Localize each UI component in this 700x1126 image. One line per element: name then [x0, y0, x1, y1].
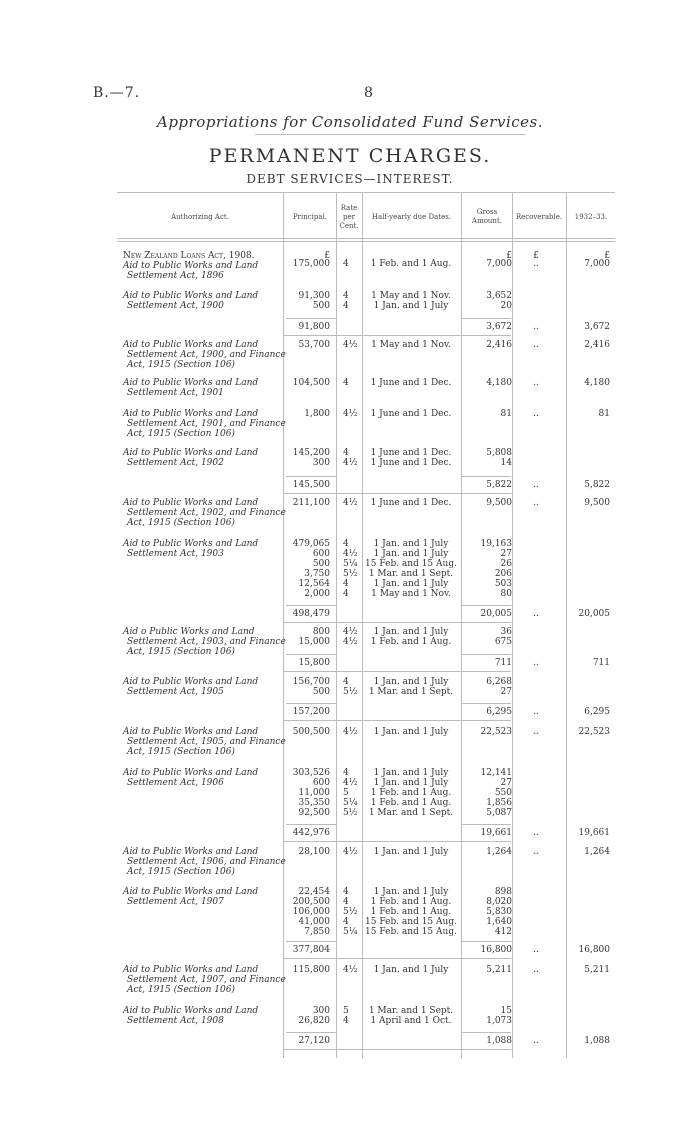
gross-amount-cell: 5,830 — [486, 907, 512, 917]
column-divider — [362, 192, 363, 1058]
principal-cell: 12,564 — [298, 579, 330, 589]
rate-cell: 4½ — [343, 549, 358, 559]
recoverable-cell: .. — [533, 1036, 539, 1046]
year-total-cell: 19,661 — [578, 828, 610, 838]
principal-cell: 106,000 — [292, 907, 330, 917]
recoverable-cell: .. — [533, 727, 539, 737]
due-dates-cell: 1 Jan. and 1 July — [373, 579, 449, 589]
year-total-cell: 5,822 — [584, 480, 610, 490]
column-divider — [461, 192, 462, 1058]
due-dates-cell: 1 Feb. and 1 Aug. — [370, 897, 452, 907]
gross-amount-cell: 9,500 — [486, 498, 512, 508]
gross-amount-cell: 550 — [494, 788, 512, 798]
gross-amount-cell: 1,073 — [486, 1016, 512, 1026]
rate-cell: 4 — [343, 448, 349, 458]
authorizing-act: Aid to Public Works and Land Settlement Act, 1900 — [123, 291, 259, 311]
authorizing-act: Aid o Public Works and Land Settlement Act, 1903, and Finance Act, 1915 (Section 106) — [123, 627, 286, 657]
principal-cell: 600 — [312, 549, 330, 559]
currency-symbol: £ — [533, 251, 539, 261]
gross-amount-cell: 1,264 — [486, 847, 512, 857]
principal-cell: 22,454 — [298, 887, 330, 897]
subtotal-rule — [461, 318, 511, 319]
subtotal-underline — [283, 1049, 511, 1050]
subtotal-rule — [461, 476, 511, 477]
rate-cell: 4½ — [343, 847, 358, 857]
rate-cell: 4½ — [343, 409, 358, 419]
principal-cell: 145,200 — [292, 448, 330, 458]
gross-amount-cell: 5,808 — [486, 448, 512, 458]
table-header-rule — [117, 238, 615, 239]
year-total-cell: 1,264 — [584, 847, 610, 857]
currency-symbol: £ — [506, 251, 512, 261]
rate-cell: 4 — [343, 259, 349, 269]
gross-total: 16,800 — [480, 945, 512, 955]
principal-total: 145,500 — [292, 480, 330, 490]
gross-amount-cell: 675 — [494, 637, 512, 647]
year-total-cell: 5,211 — [584, 965, 610, 975]
rate-cell: 4½ — [343, 965, 358, 975]
due-dates-cell: 1 June and 1 Dec. — [370, 378, 452, 388]
rate-cell: 4½ — [343, 458, 358, 468]
gross-amount-cell: 4,180 — [486, 378, 512, 388]
due-dates-cell: 1 Jan. and 1 July — [373, 965, 449, 975]
principal-cell: 211,100 — [292, 498, 330, 508]
rate-cell: 4½ — [343, 498, 358, 508]
due-dates-cell: 15 Feb. and 15 Aug. — [365, 917, 457, 927]
col-header-rate: Rate per Cent. — [339, 203, 359, 230]
principal-cell: 53,700 — [298, 340, 330, 350]
due-dates-cell: 1 Jan. and 1 July — [373, 887, 449, 897]
due-dates-cell: 1 Mar. and 1 Sept. — [368, 808, 454, 818]
due-dates-cell: 1 June and 1 Dec. — [370, 498, 452, 508]
principal-cell: 3,750 — [304, 569, 330, 579]
gross-amount-cell: 19,163 — [480, 539, 512, 549]
recoverable-cell: .. — [533, 409, 539, 419]
subtotal-rule — [286, 476, 336, 477]
recoverable-cell: .. — [533, 378, 539, 388]
rate-cell: 5½ — [343, 907, 358, 917]
subtotal-rule — [286, 1032, 336, 1033]
principal-cell: 26,820 — [298, 1016, 330, 1026]
principal-total: 27,120 — [298, 1036, 330, 1046]
subtotal-underline — [283, 958, 511, 959]
year-total-cell: 6,295 — [584, 707, 610, 717]
due-dates-cell: 1 Jan. and 1 July — [373, 301, 449, 311]
subtotal-rule — [286, 654, 336, 655]
principal-cell: 11,000 — [298, 788, 330, 798]
principal-cell: 479,065 — [292, 539, 330, 549]
rate-cell: 4 — [343, 579, 349, 589]
gross-amount-cell: 5,211 — [486, 965, 512, 975]
recoverable-cell: .. — [533, 609, 539, 619]
gross-amount-cell: 26 — [500, 559, 512, 569]
gross-amount-cell: 36 — [500, 627, 512, 637]
due-dates-cell: 1 Jan. and 1 July — [373, 727, 449, 737]
due-dates-cell: 1 Feb. and 1 Aug. — [370, 798, 452, 808]
authorizing-act: Aid to Public Works and Land Settlement Act, 1902 — [123, 448, 259, 468]
due-dates-cell: 1 Feb. and 1 Aug. — [370, 788, 452, 798]
principal-cell: 15,000 — [298, 637, 330, 647]
authorizing-act: Aid to Public Works and Land Settlement Act, 1906 — [123, 768, 259, 788]
rate-cell: 4 — [343, 917, 349, 927]
rate-cell: 5¼ — [343, 559, 358, 569]
authorizing-act: Aid to Public Works and Land Settlement Act, 1906, and Finance Act, 1915 (Section 106) — [123, 847, 286, 877]
gross-total: 5,822 — [486, 480, 512, 490]
due-dates-cell: 1 Jan. and 1 July — [373, 539, 449, 549]
principal-total: 498,479 — [292, 609, 330, 619]
authorizing-act: Aid to Public Works and Land Settlement Act, 1907 — [123, 887, 259, 907]
due-dates-cell: 1 Jan. and 1 July — [373, 627, 449, 637]
recoverable-cell: .. — [533, 965, 539, 975]
gross-total: 20,005 — [480, 609, 512, 619]
document-reference: B.—7. — [93, 85, 141, 101]
subtotal-underline — [283, 841, 511, 842]
authorizing-act: Aid to Public Works and Land Settlement Act, 1900, and Finance Act, 1915 (Section 106) — [123, 340, 286, 370]
year-total-cell: 22,523 — [578, 727, 610, 737]
due-dates-cell: 1 June and 1 Dec. — [370, 448, 452, 458]
col-header-principal: Principal. — [292, 212, 328, 221]
principal-total: 91,800 — [298, 322, 330, 332]
rate-cell: 5 — [343, 788, 349, 798]
rate-cell: 4 — [343, 768, 349, 778]
recoverable-cell: .. — [533, 322, 539, 332]
principal-total: 157,200 — [292, 707, 330, 717]
year-total-cell: 1,088 — [584, 1036, 610, 1046]
recoverable-cell: .. — [533, 340, 539, 350]
principal-cell: 35,350 — [298, 798, 330, 808]
rate-cell: 4 — [343, 1016, 349, 1026]
gross-total: 6,295 — [486, 707, 512, 717]
rate-cell: 4 — [343, 589, 349, 599]
subtotal-rule — [461, 824, 511, 825]
due-dates-cell: 1 May and 1 Nov. — [371, 340, 451, 350]
principal-cell: 500,500 — [292, 727, 330, 737]
due-dates-cell: 1 Jan. and 1 July — [373, 549, 449, 559]
due-dates-cell: 1 Mar. and 1 Sept. — [368, 1006, 454, 1016]
authorizing-act: Aid to Public Works and Land Settlement Act, 1907, and Finance Act, 1915 (Section 106) — [123, 965, 286, 995]
rate-cell: 5¼ — [343, 798, 358, 808]
due-dates-cell: 1 Mar. and 1 Sept. — [368, 687, 454, 697]
due-dates-cell: 1 Jan. and 1 July — [373, 768, 449, 778]
subtotal-rule — [461, 1032, 511, 1033]
gross-amount-cell: 22,523 — [480, 727, 512, 737]
recoverable-cell: .. — [533, 480, 539, 490]
year-total-cell: 2,416 — [584, 340, 610, 350]
gross-amount-cell: 81 — [500, 409, 512, 419]
gross-amount-cell: 503 — [494, 579, 512, 589]
rate-cell: 5 — [343, 1006, 349, 1016]
section-heading: DEBT SERVICES—INTEREST. — [246, 172, 454, 186]
principal-cell: 303,526 — [292, 768, 330, 778]
subtotal-rule — [461, 941, 511, 942]
rate-cell: 4 — [343, 291, 349, 301]
rate-cell: 5½ — [343, 808, 358, 818]
principal-cell: 28,100 — [298, 847, 330, 857]
principal-cell: 1,800 — [304, 409, 330, 419]
rate-cell: 4 — [343, 301, 349, 311]
due-dates-cell: 1 May and 1 Nov. — [371, 291, 451, 301]
authorizing-act: New Zealand Loans Act, 1908. — [123, 251, 255, 261]
principal-cell: 7,850 — [304, 927, 330, 937]
year-total-cell: 3,672 — [584, 322, 610, 332]
principal-cell: 300 — [312, 1006, 330, 1016]
gross-total: 1,088 — [486, 1036, 512, 1046]
gross-total: 3,672 — [486, 322, 512, 332]
gross-amount-cell: 27 — [500, 549, 512, 559]
col-header-authorizing-act: Authorizing Act. — [171, 212, 229, 221]
gross-total: 711 — [494, 658, 512, 668]
principal-cell: 175,000 — [292, 259, 330, 269]
subtotal-underline — [283, 671, 511, 672]
principal-cell: 156,700 — [292, 677, 330, 687]
gross-amount-cell: 3,652 — [486, 291, 512, 301]
year-total-cell: 7,000 — [584, 259, 610, 269]
authorizing-act: Aid to Public Works and Land Settlement Act, 1905 — [123, 677, 259, 697]
subtotal-underline — [283, 335, 511, 336]
currency-symbol: £ — [324, 251, 330, 261]
due-dates-cell: 15 Feb. and 15 Aug. — [365, 559, 457, 569]
page-title: PERMANENT CHARGES. — [208, 145, 492, 167]
rate-cell: 5½ — [343, 687, 358, 697]
column-divider — [283, 192, 284, 1058]
column-divider — [336, 192, 337, 1058]
due-dates-cell: 1 June and 1 Dec. — [370, 458, 452, 468]
col-header-gross: Gross Amount. — [472, 208, 502, 225]
rate-cell: 4 — [343, 378, 349, 388]
subtitle-rule — [255, 134, 525, 135]
column-divider — [566, 192, 567, 1058]
principal-total: 377,804 — [292, 945, 330, 955]
gross-amount-cell: 412 — [494, 927, 512, 937]
rate-cell: 4½ — [343, 637, 358, 647]
due-dates-cell: 1 Feb. and 1 Aug. — [370, 637, 452, 647]
principal-cell: 500 — [312, 687, 330, 697]
authorizing-act: Aid to Public Works and Land Settlement Act, 1896 — [123, 261, 259, 281]
principal-cell: 300 — [312, 458, 330, 468]
recoverable-cell: .. — [533, 259, 539, 269]
subtotal-rule — [286, 318, 336, 319]
principal-cell: 2,000 — [304, 589, 330, 599]
rate-cell: 4 — [343, 539, 349, 549]
gross-amount-cell: 1,856 — [486, 798, 512, 808]
col-header-recoverable: Recoverable. — [515, 212, 563, 221]
due-dates-cell: 1 Feb. and 1 Aug. — [370, 907, 452, 917]
due-dates-cell: 1 Mar. and 1 Sept. — [368, 569, 454, 579]
year-total-cell: 16,800 — [578, 945, 610, 955]
due-dates-cell: 1 June and 1 Dec. — [370, 409, 452, 419]
subtotal-underline — [283, 622, 511, 623]
principal-total: 15,800 — [298, 658, 330, 668]
recoverable-cell: .. — [533, 828, 539, 838]
year-total-cell: 20,005 — [578, 609, 610, 619]
currency-symbol: £ — [604, 251, 610, 261]
authorizing-act: Aid to Public Works and Land Settlement Act, 1902, and Finance Act, 1915 (Section 106) — [123, 498, 286, 528]
due-dates-cell: 1 April and 1 Oct. — [370, 1016, 452, 1026]
gross-amount-cell: 8,020 — [486, 897, 512, 907]
due-dates-cell: 1 Jan. and 1 July — [373, 778, 449, 788]
gross-amount-cell: 898 — [494, 887, 512, 897]
col-header-due-dates: Half-yearly due Dates. — [371, 212, 452, 221]
rate-cell: 4 — [343, 897, 349, 907]
gross-amount-cell: 27 — [500, 687, 512, 697]
subtotal-rule — [461, 654, 511, 655]
authorizing-act: Aid to Public Works and Land Settlement Act, 1901, and Finance Act, 1915 (Section 106) — [123, 409, 286, 439]
subtotal-underline — [283, 720, 511, 721]
authorizing-act: Aid to Public Works and Land Settlement Act, 1908 — [123, 1006, 259, 1026]
gross-total: 19,661 — [480, 828, 512, 838]
gross-amount-cell: 20 — [500, 301, 512, 311]
gross-amount-cell: 6,268 — [486, 677, 512, 687]
due-dates-cell: 1 Jan. and 1 July — [373, 847, 449, 857]
rate-cell: 5½ — [343, 569, 358, 579]
principal-cell: 41,000 — [298, 917, 330, 927]
subtotal-rule — [286, 703, 336, 704]
recoverable-cell: .. — [533, 658, 539, 668]
principal-cell: 92,500 — [298, 808, 330, 818]
subtotal-rule — [461, 605, 511, 606]
year-total-cell: 81 — [598, 409, 610, 419]
gross-amount-cell: 2,416 — [486, 340, 512, 350]
recoverable-cell: .. — [533, 945, 539, 955]
year-total-cell: 4,180 — [584, 378, 610, 388]
gross-amount-cell: 1,640 — [486, 917, 512, 927]
gross-amount-cell: 80 — [500, 589, 512, 599]
principal-cell: 200,500 — [292, 897, 330, 907]
table-header-rule-double — [117, 241, 615, 242]
due-dates-cell: 1 May and 1 Nov. — [371, 589, 451, 599]
page-number: 8 — [364, 85, 373, 101]
principal-cell: 104,500 — [292, 378, 330, 388]
gross-amount-cell: 7,000 — [486, 259, 512, 269]
principal-cell: 800 — [312, 627, 330, 637]
recoverable-cell: .. — [533, 847, 539, 857]
principal-cell: 115,800 — [292, 965, 330, 975]
rate-cell: 4½ — [343, 778, 358, 788]
due-dates-cell: 15 Feb. and 15 Aug. — [365, 927, 457, 937]
rate-cell: 5¼ — [343, 927, 358, 937]
recoverable-cell: .. — [533, 498, 539, 508]
principal-total: 442,976 — [292, 828, 330, 838]
subtotal-rule — [286, 605, 336, 606]
subtotal-rule — [286, 824, 336, 825]
gross-amount-cell: 12,141 — [480, 768, 512, 778]
authorizing-act: Aid to Public Works and Land Settlement Act, 1905, and Finance Act, 1915 (Section 106) — [123, 727, 286, 757]
principal-cell: 600 — [312, 778, 330, 788]
principal-cell: 500 — [312, 559, 330, 569]
principal-cell: 91,300 — [298, 291, 330, 301]
subtotal-underline — [283, 493, 511, 494]
subtotal-rule — [461, 703, 511, 704]
year-total-cell: 9,500 — [584, 498, 610, 508]
gross-amount-cell: 5,087 — [486, 808, 512, 818]
gross-amount-cell: 15 — [500, 1006, 512, 1016]
gross-amount-cell: 27 — [500, 778, 512, 788]
rate-cell: 4 — [343, 677, 349, 687]
due-dates-cell: 1 Jan. and 1 July — [373, 677, 449, 687]
year-total-cell: 711 — [592, 658, 610, 668]
rate-cell: 4½ — [343, 340, 358, 350]
rate-cell: 4 — [343, 887, 349, 897]
table-top-rule — [117, 192, 615, 193]
rate-cell: 4½ — [343, 727, 358, 737]
rate-cell: 4½ — [343, 627, 358, 637]
due-dates-cell: 1 Feb. and 1 Aug. — [370, 259, 452, 269]
authorizing-act: Aid to Public Works and Land Settlement Act, 1903 — [123, 539, 259, 559]
gross-amount-cell: 206 — [494, 569, 512, 579]
subtotal-rule — [286, 941, 336, 942]
page-subtitle: Appropriations for Consolidated Fund Services. — [156, 113, 543, 131]
authorizing-act: Aid to Public Works and Land Settlement Act, 1901 — [123, 378, 259, 398]
col-header-year: 1932–33. — [574, 212, 608, 221]
recoverable-cell: .. — [533, 707, 539, 717]
gross-amount-cell: 14 — [500, 458, 512, 468]
principal-cell: 500 — [312, 301, 330, 311]
